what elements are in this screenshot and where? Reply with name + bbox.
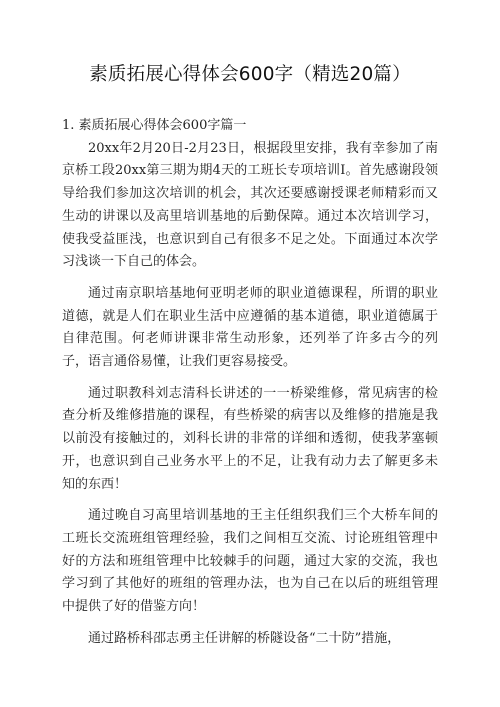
paragraph: 通过南京职培基地何亚明老师的职业道德课程，所谓的职业道德，就是人们在职业生活中应遵循的基本道德，职业道德属于自律范围。何老师讲课非常生动形象，还列举了许多古今的列子，语言通俗易懂，让我们更容易接受。 [62,285,438,370]
document-title: 素质拓展心得体会600字（精选20篇） [89,64,411,85]
section-heading: 1. 素质拓展心得体会600字篇一 [62,118,247,133]
paragraph: 通过晚自习高里培训基地的王主任组织我们三个大桥车间的工班长交流班组管理经验，我们之间相互交流、讨论班组管理中好的方法和班组管理中比较棘手的问题，通过大家的交流，我也学习到了其他好的班组的管理办法，也为自己在以后的班组管理中提供了好的借鉴方向！ [62,508,438,615]
document-body [62,115,438,650]
paragraph: 通过路桥科邵志勇主任讲解的桥隧设备“二十防”措施， [88,630,401,646]
paragraph: 通过职教科刘志清科长讲述的一一桥梁维修，常见病害的检查分析及维修措施的课程，有些桥梁的病害以及维修的措施是我以前没有接触过的，刘科长讲的非常的详细和透彻，使我茅塞顿开，也意识到自己业务水平上的不足，让我有动力去了解更多未知的东西！ [62,385,438,492]
paragraph: 20xx年2月20日-2月23日，根据段里安排，我有幸参加了南京桥工段20xx第三期为期4天的工班长专项培训Ⅰ。首先感谢段领导给我们参加这次培训的机会，其次还要感谢授课老师精彩而又生动的讲课以及高里培训基地的后勤保障。通过本次培训学习，使我受益匪浅，也意识到自己有很多不足之处。下面通过本次学习浅谈一下自己的体会。 [62,140,438,270]
